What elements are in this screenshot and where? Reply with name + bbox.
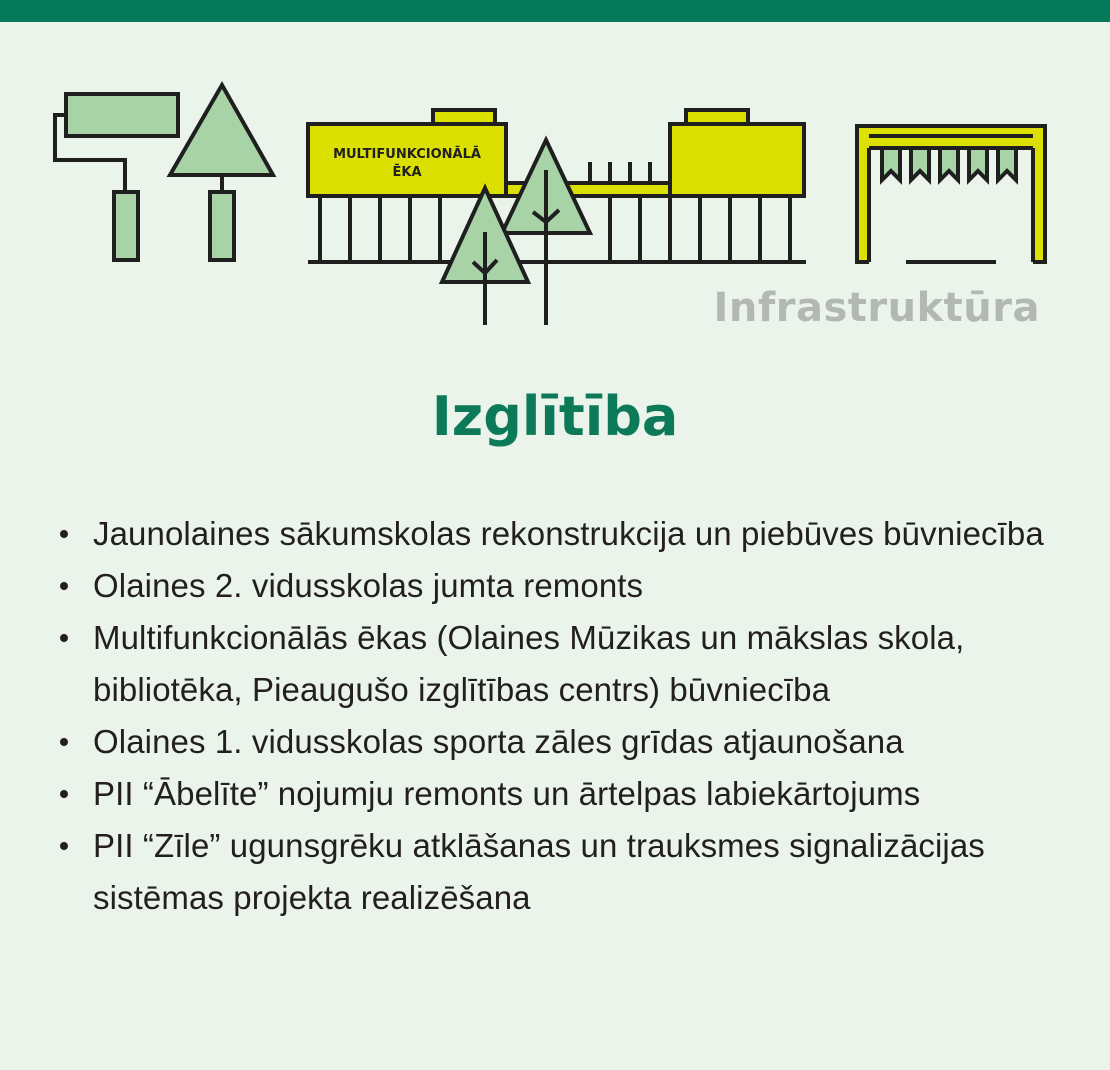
list-item-text: PII “Zīle” ugunsgrēku atklāšanas un trauksmes signalizācijas sistēmas projekta realizēšana: [93, 827, 985, 916]
list-item-text: Olaines 2. vidusskolas jumta remonts: [93, 567, 644, 604]
gate-icon: [857, 126, 1045, 268]
list-item: [60, 612, 1080, 716]
list-item: [60, 768, 1080, 820]
list-item-text: Multifunkcionālās ēkas (Olaines Mūzikas un mākslas skola, bibliotēka, Pieaugušo izglītības centrs) būvniecība: [93, 619, 965, 708]
page-title: Izglītība: [431, 385, 679, 448]
bullet-list: [60, 508, 1080, 924]
bullet-icon: [60, 842, 68, 850]
building-sign-line-2: ĒKA: [392, 165, 422, 180]
paint-roller-icon: [55, 94, 178, 260]
list-item-text: Olaines 1. vidusskolas sporta zāles grīdas atjaunošana: [93, 723, 904, 760]
bullet-icon: [60, 790, 68, 798]
section-label: Infrastruktūra: [713, 285, 1040, 331]
list-item-text: PII “Ābelīte” nojumju remonts un ārtelpas labiekārtojums: [93, 775, 921, 812]
bullet-icon: [60, 530, 68, 538]
list-item: [60, 508, 1080, 560]
tree-icon: [170, 85, 273, 260]
list-item-text: Jaunolaines sākumskolas rekonstrukcija un piebūves būvniecība: [93, 515, 1044, 552]
bullet-icon: [60, 634, 68, 642]
list-item: [60, 820, 1080, 924]
list-item: [60, 716, 1080, 768]
bullet-icon: [60, 582, 68, 590]
list-item: [60, 560, 1080, 612]
bullet-icon: [60, 738, 68, 746]
building-sign-line-1: MULTIFUNKCIONĀLĀ: [333, 147, 481, 162]
